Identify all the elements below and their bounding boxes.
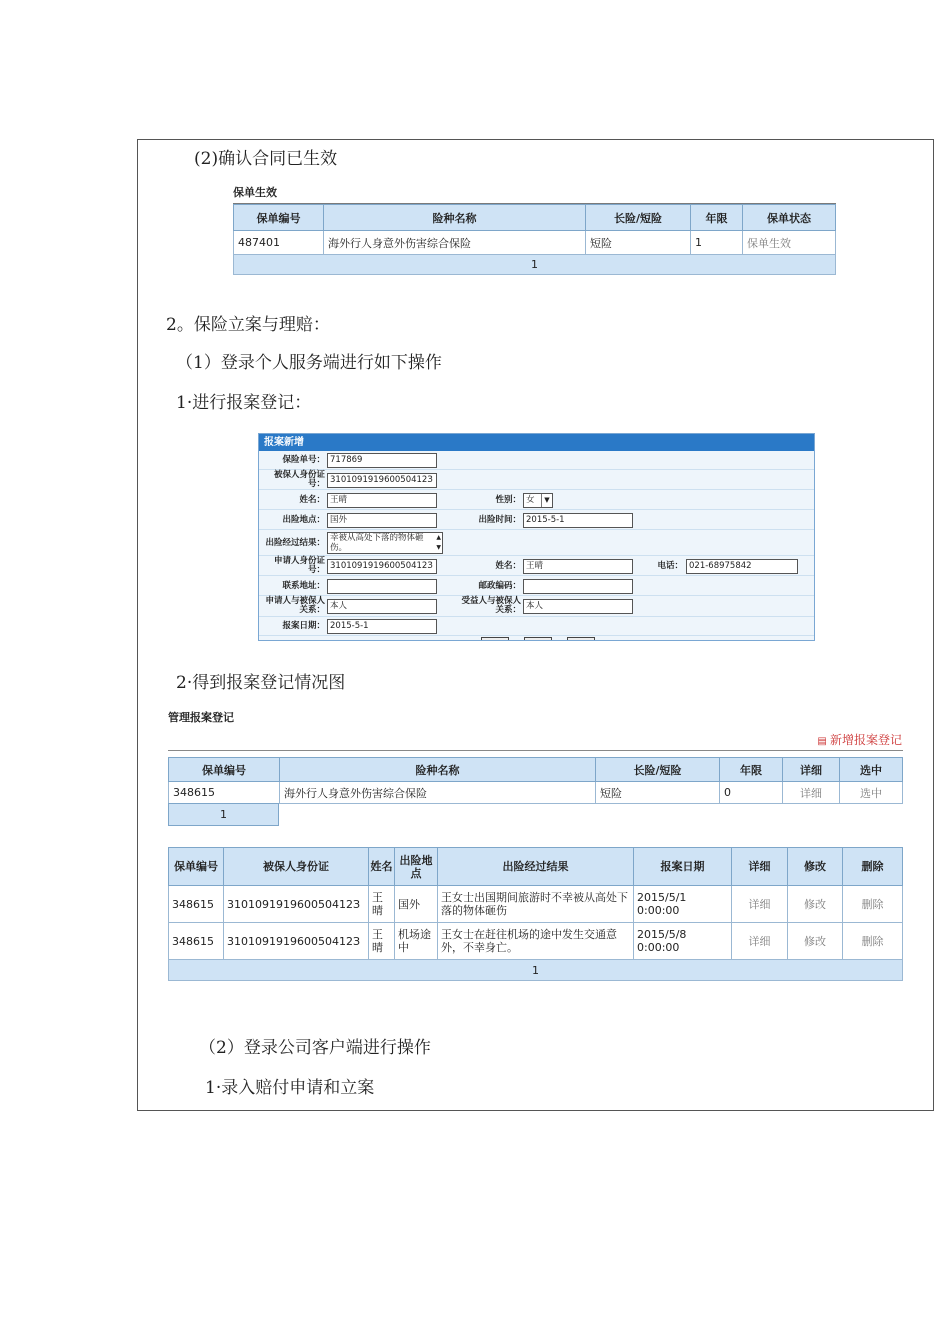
subsection-company: （2）登录公司客户端进行操作: [199, 1038, 431, 1058]
detail-link[interactable]: 详细: [783, 782, 840, 804]
col-delete: 删除: [843, 848, 903, 886]
edit-link[interactable]: 修改: [788, 886, 843, 923]
col-term-type: 长险/短险: [596, 758, 720, 782]
cell-policy-no: 348615: [169, 923, 224, 960]
detail-link[interactable]: 详细: [732, 886, 788, 923]
table-row: [169, 886, 903, 923]
col-place: 出险地点: [395, 848, 438, 886]
col-term-type: 长险/短险: [586, 205, 691, 231]
pager-page-1[interactable]: 1: [169, 960, 903, 981]
label-phone: 电话：: [657, 561, 683, 571]
label-address: 联系地址：: [282, 581, 325, 591]
chevron-down-icon: ▼: [541, 494, 552, 507]
cell-status: 保单生效: [743, 231, 836, 255]
col-insurance-name: 险种名称: [280, 758, 596, 782]
caption-manage-reports: 管理报案登记: [168, 711, 234, 724]
manage-reports-table: [168, 757, 903, 804]
cell-term-type: 短险: [596, 782, 720, 804]
applicant-name-input[interactable]: 王晴: [523, 559, 633, 574]
cell-report-date: 2015/5/8 0:00:00: [634, 923, 732, 960]
table-row: [234, 231, 836, 255]
cell-place: 机场途中: [395, 923, 438, 960]
col-edit: 修改: [788, 848, 843, 886]
delete-link[interactable]: 删除: [843, 886, 903, 923]
new-report-link-label: 新增报案登记: [829, 733, 902, 747]
label-place: 出险地点：: [282, 515, 325, 525]
pager-page-1[interactable]: 1: [234, 255, 836, 275]
report-records-table: [168, 847, 903, 981]
label-time: 出险时间：: [478, 515, 521, 525]
caption-policy-effective: 保单生效: [233, 186, 277, 199]
name-input[interactable]: 王晴: [327, 493, 437, 508]
subsection-personal: （1）登录个人服务端进行如下操作: [176, 353, 442, 373]
cell-years: 1: [691, 231, 743, 255]
cell-term-type: 短险: [586, 231, 691, 255]
cell-result: 王女士在赶往机场的途中发生交通意外，不幸身亡。: [438, 923, 634, 960]
gender-select[interactable]: [523, 493, 553, 508]
cell-insured-id: 310109191960050412З: [224, 886, 369, 923]
insured-id-input[interactable]: 310109191960050412З: [327, 473, 437, 488]
delete-link[interactable]: 删除: [843, 923, 903, 960]
cell-insurance-name: 海外行人身意外伤害综合保险: [324, 231, 586, 255]
col-years: 年限: [691, 205, 743, 231]
cell-years: 0: [720, 782, 783, 804]
scrollbar[interactable]: ▲ ▼: [436, 534, 441, 551]
beneficiary-input[interactable]: 本人: [523, 599, 633, 614]
label-postcode: 邮政编码：: [478, 581, 521, 591]
relation-input[interactable]: 本人: [327, 599, 437, 614]
cell-insured-id: 310109191960050412З: [224, 923, 369, 960]
label-relation: 申请人与被保人关系：: [265, 596, 325, 615]
label-name: 姓名：: [299, 495, 325, 505]
policy-no-input[interactable]: 717869: [327, 453, 437, 468]
table-row: [169, 782, 903, 804]
col-policy-no: 保单编号: [169, 758, 280, 782]
reset-button[interactable]: [524, 637, 552, 641]
col-name: 姓名: [369, 848, 395, 886]
policy-effective-table: [233, 204, 836, 275]
back-button[interactable]: [567, 637, 595, 641]
label-insured-id: 被保人身份证号：: [273, 470, 325, 489]
col-detail: 详细: [783, 758, 840, 782]
phone-input[interactable]: 021-68975842: [686, 559, 798, 574]
label-gender: 性别：: [495, 495, 521, 505]
address-input[interactable]: [327, 579, 437, 594]
section-title-claims: 2。保险立案与理赔：: [166, 315, 330, 335]
step-confirm-effective: (2)确认合同已生效: [194, 149, 338, 169]
result-text: 幸被从高处下落的物体砸伤。: [330, 533, 424, 553]
step-claim-entry: 1·录入赔付申请和立案: [205, 1078, 375, 1098]
pager-page-1[interactable]: 1: [168, 803, 279, 826]
label-applicant-name: 姓名：: [495, 561, 521, 571]
result-textarea[interactable]: [327, 532, 443, 554]
label-policy-no: 保险单号：: [282, 455, 325, 465]
document-add-icon: ▤: [817, 736, 830, 747]
cell-place: 国外: [395, 886, 438, 923]
place-input[interactable]: 国外: [327, 513, 437, 528]
col-result: 出险经过结果: [438, 848, 634, 886]
new-report-link[interactable]: [817, 731, 902, 748]
label-applicant-id: 申请人身份证号：: [273, 556, 325, 575]
col-insured-id: 被保人身份证: [224, 848, 369, 886]
form-header: 报案新增: [259, 434, 814, 451]
col-select: 选中: [840, 758, 903, 782]
label-date: 报案日期：: [282, 621, 325, 631]
col-policy-no: 保单编号: [234, 205, 324, 231]
step-report-register: 1·进行报案登记：: [176, 393, 312, 413]
applicant-id-input[interactable]: 310109191960050412З: [327, 559, 437, 574]
report-new-form: [258, 433, 815, 641]
time-input[interactable]: 2015-5-1: [523, 513, 633, 528]
submit-button[interactable]: [481, 637, 509, 641]
cell-name: 王晴: [369, 886, 395, 923]
cell-policy-no: 487401: [234, 231, 324, 255]
step-registration-result: 2·得到报案登记情况图: [176, 673, 346, 693]
cell-policy-no: 348615: [169, 886, 224, 923]
col-policy-no: 保单编号: [169, 848, 224, 886]
col-status: 保单状态: [743, 205, 836, 231]
col-report-date: 报案日期: [634, 848, 732, 886]
postcode-input[interactable]: [523, 579, 633, 594]
edit-link[interactable]: 修改: [788, 923, 843, 960]
detail-link[interactable]: 详细: [732, 923, 788, 960]
select-link[interactable]: 选中: [840, 782, 903, 804]
col-insurance-name: 险种名称: [324, 205, 586, 231]
col-detail: 详细: [732, 848, 788, 886]
cell-name: 王晴: [369, 923, 395, 960]
cell-result: 王女士出国期间旅游时不幸被从高处下落的物体砸伤: [438, 886, 634, 923]
label-beneficiary: 受益人与被保人关系：: [461, 596, 521, 615]
divider: [168, 750, 903, 751]
gender-value: 女: [526, 495, 535, 505]
table-row: [169, 923, 903, 960]
date-input[interactable]: 2015-5-1: [327, 619, 437, 634]
cell-insurance-name: 海外行人身意外伤害综合保险: [280, 782, 596, 804]
cell-report-date: 2015/5/1 0:00:00: [634, 886, 732, 923]
col-years: 年限: [720, 758, 783, 782]
cell-policy-no: 348615: [169, 782, 280, 804]
label-result: 出险经过结果：: [265, 538, 325, 548]
